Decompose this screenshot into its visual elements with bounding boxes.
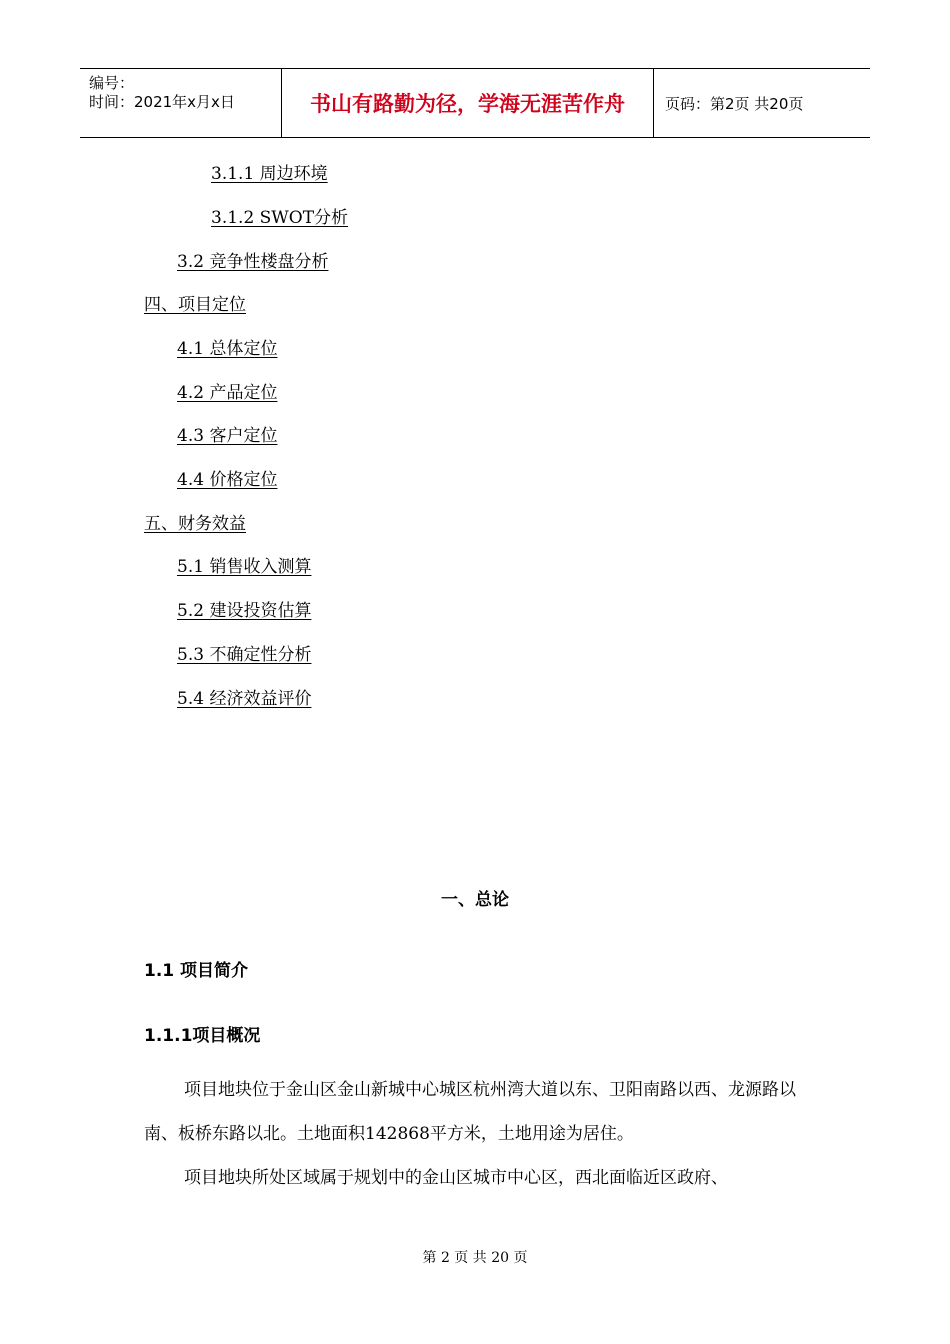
chapter-title: 一、总论 [441,890,509,910]
toc-link-3-1-1[interactable]: 3.1.1 周边环境 [211,164,328,184]
paragraph-project-location: 项目地块所处区域属于规划中的金山区城市中心区，西北面临近区政府、 [184,1168,728,1188]
toc-link-4-1[interactable]: 4.1 总体定位 [177,339,278,359]
toc-link-5-3[interactable]: 5.3 不确定性分析 [177,645,312,665]
subsection-title: 1.1.1项目概况 [144,1026,261,1046]
toc-link-3-2[interactable]: 3.2 竞争性楼盘分析 [177,252,329,272]
toc-link-chapter-5[interactable]: 五、财务效益 [144,514,246,534]
page-footer: 第 2 页 共 20 页 [422,1250,528,1266]
toc-link-5-1[interactable]: 5.1 销售收入测算 [177,557,312,577]
toc-link-5-4[interactable]: 5.4 经济效益评价 [177,689,312,709]
document-number-label: 编号： [89,74,135,92]
toc-link-4-3[interactable]: 4.3 客户定位 [177,426,278,446]
toc-link-4-4[interactable]: 4.4 价格定位 [177,470,278,490]
toc-link-5-2[interactable]: 5.2 建设投资估算 [177,601,312,621]
paragraph-project-overview: 项目地块位于金山区金山新城中心城区杭州湾大道以东、卫阳南路以西、龙源路以南、板桥东路以北。土地面积142868平方米，土地用途为居住。 [144,1080,796,1144]
document-time-label: 时间：2021年x月x日 [89,93,235,111]
toc-link-chapter-4[interactable]: 四、项目定位 [144,295,246,315]
header-page-info: 页码：第2页 共20页 [665,94,804,113]
header-meta-cell [80,69,282,137]
page-header [80,68,870,138]
toc-link-4-2[interactable]: 4.2 产品定位 [177,383,278,403]
toc-link-3-1-2[interactable]: 3.1.2 SWOT分析 [211,208,349,228]
section-title: 1.1 项目简介 [144,961,249,981]
header-motto: 书山有路勤为径，学海无涯苦作舟 [282,69,654,137]
